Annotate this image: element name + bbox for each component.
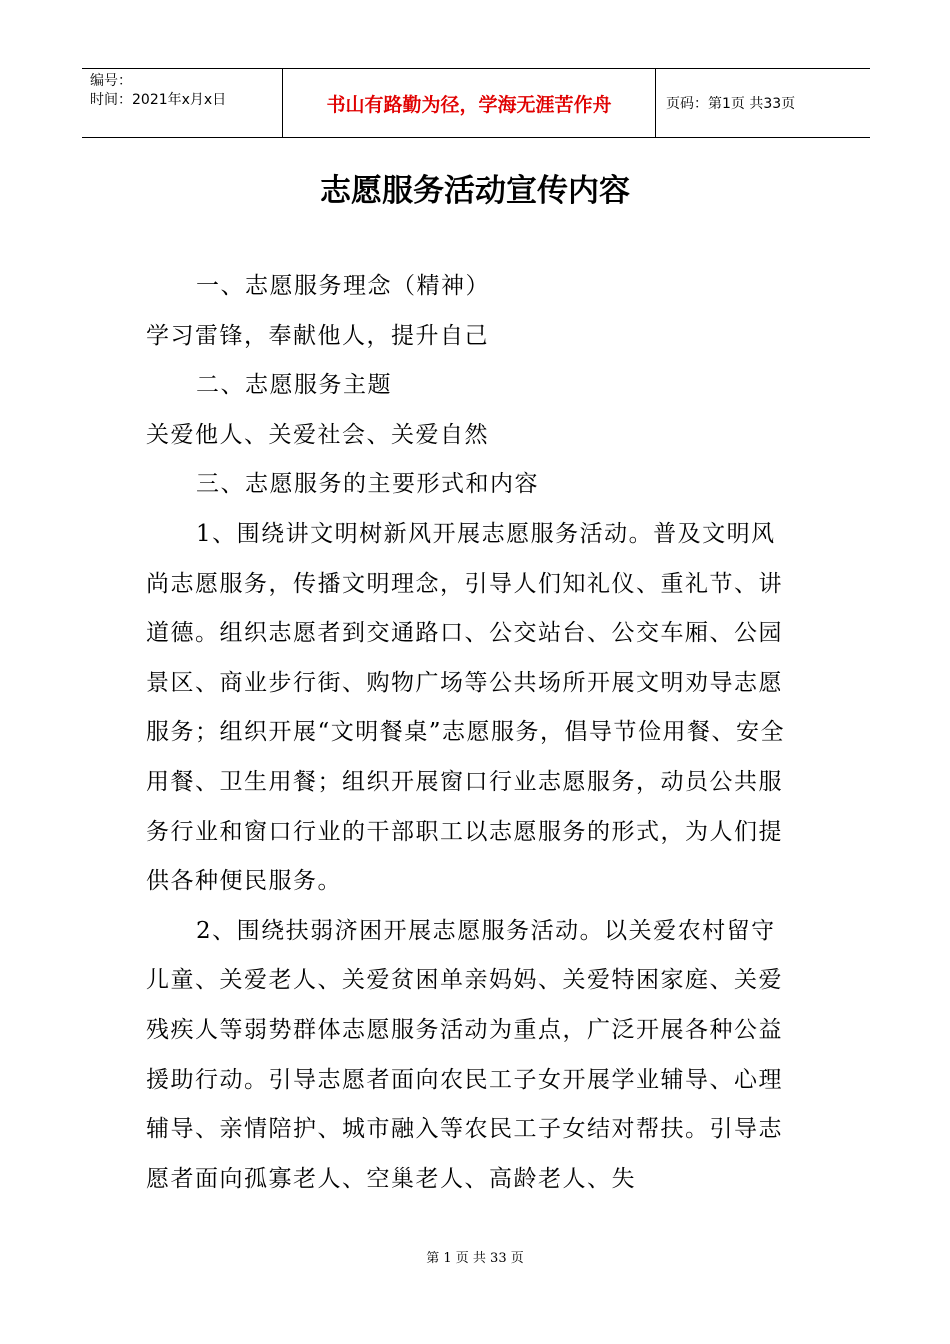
section-heading-1: 一、志愿服务理念（精神） (196, 273, 490, 299)
header-date: 时间：2021年x月x日 (90, 92, 227, 108)
section-heading-3: 三、志愿服务的主要形式和内容 (196, 471, 539, 498)
header-page-info: 页码：第1页 共33页 (666, 96, 796, 112)
body-paragraph-1: 1、围绕讲文明树新风开展志愿服务活动。普及文明风尚志愿服务，传播文明理念，引导人们知礼仪、重礼节、讲道德。组织志愿者到交通路口、公交站台、公交车厢、公园景区、商业步行街、购物广场等公共场所开展文明劝导志愿服务；组织开展“文明餐桌”志愿服务，倡导节俭用餐、安全用餐、卫生用餐；组织开展窗口行业志愿服务，动员公共服务行业和窗口行业的干部职工以志愿服务的形式，为人们提供各种便民服务。 (146, 520, 786, 895)
section-text-1: 学习雷锋，奉献他人，提升自己 (146, 322, 489, 349)
document-body (146, 262, 796, 1204)
header-meta (82, 69, 282, 137)
header-motto: 书山有路勤为径，学海无涯苦作舟 (282, 69, 656, 137)
header-number-label: 编号： (90, 73, 132, 89)
page-footer: 第 1 页 共 33 页 (426, 1251, 524, 1266)
section-text-2: 关爱他人、关爱社会、关爱自然 (146, 421, 489, 448)
body-paragraph-2: 2、围绕扶弱济困开展志愿服务活动。以关爱农村留守儿童、关爱老人、关爱贫困单亲妈妈、关爱特困家庭、关爱残疾人等弱势群体志愿服务活动为重点，广泛开展各种公益援助行动。引导志愿者面向农民工子女开展学业辅导、心理辅导、亲情陪护、城市融入等农民工子女结对帮扶。引导志愿者面向孤寡老人、空巢老人、高龄老人、失 (146, 917, 783, 1192)
document-header (82, 68, 870, 138)
section-heading-2: 二、志愿服务主题 (196, 372, 392, 399)
document-title: 志愿服务活动宣传内容 (320, 173, 630, 209)
